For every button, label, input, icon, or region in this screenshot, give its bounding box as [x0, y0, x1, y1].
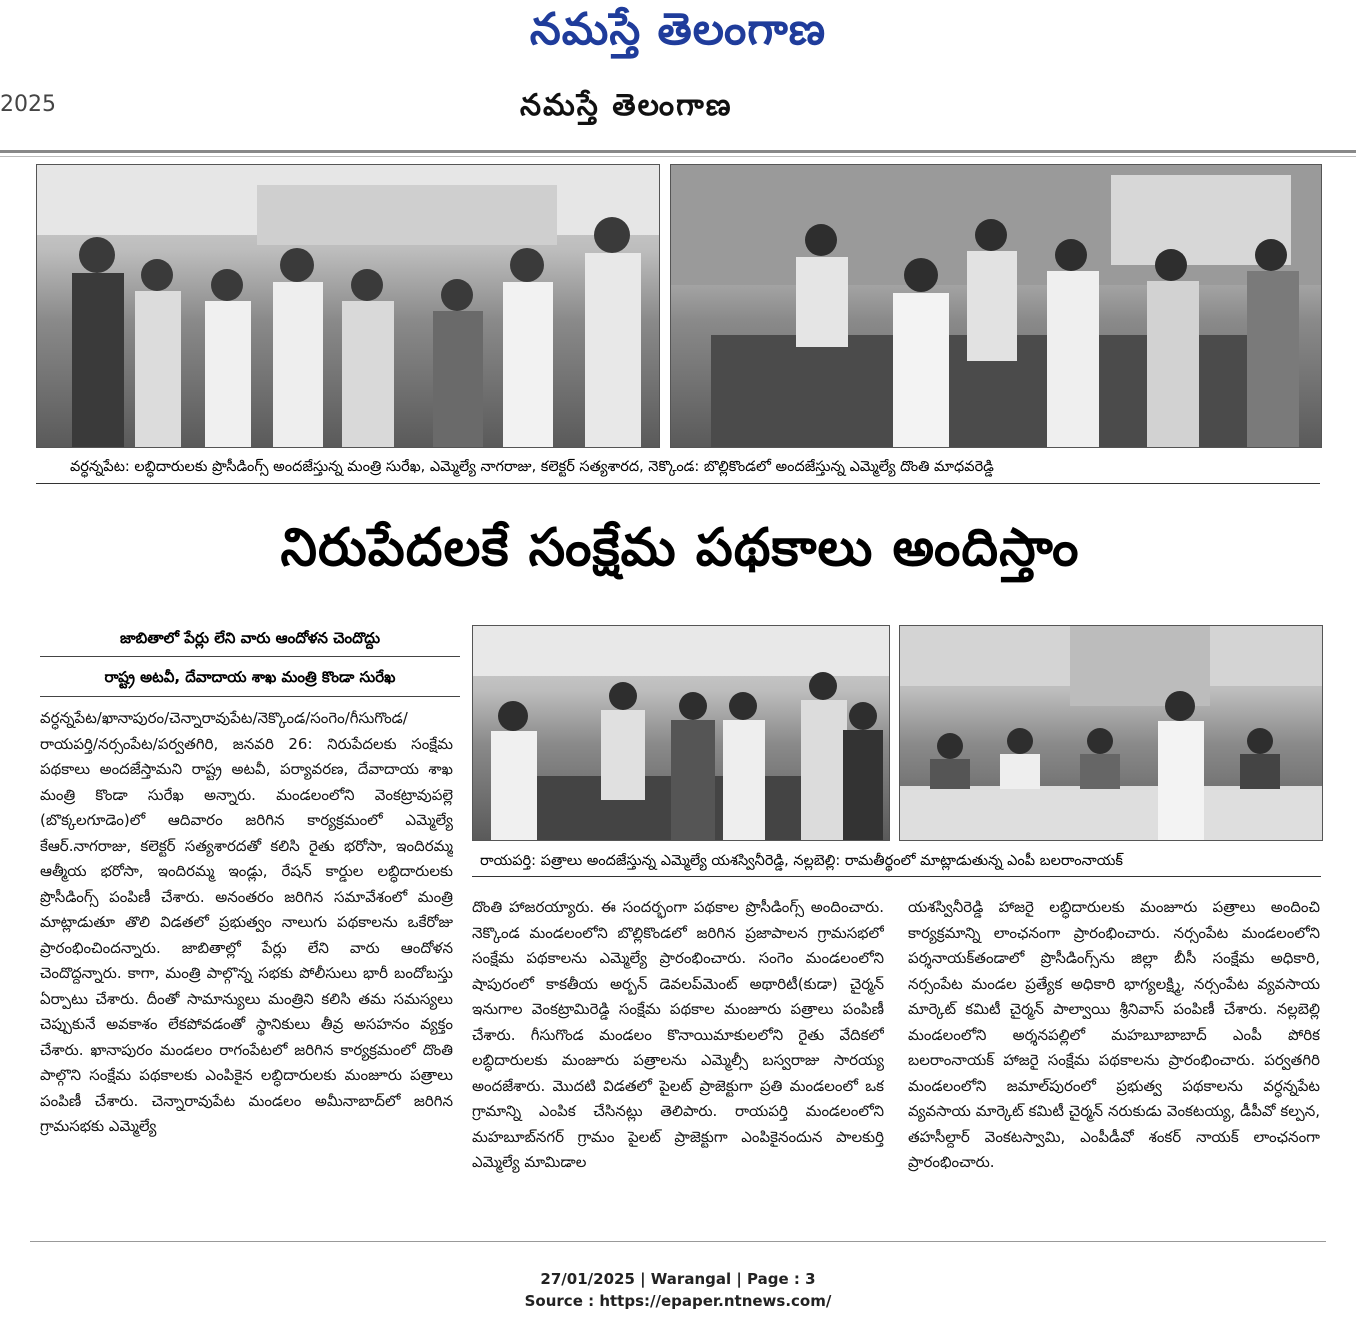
top-photo-caption: వర్ధన్నపేట: లబ్ధిదారులకు ప్రొసీడింగ్స్ అందజేస్తున్న మంత్రి సురేఖ, ఎమ్మెల్యే నాగరాజు, కలెక్టర్ సత్యశారద, నెక్కొండ: బొల్లికొండలో అందజేస్తున్న ఎమ్మెల్యే దొంతి మాధవరెడ్డి [70, 459, 994, 475]
article-column-2 [472, 895, 884, 1225]
photo-nallabelli [899, 625, 1323, 841]
deck-rule [40, 656, 460, 657]
subdeck-line-2: రాష్ట్ర అటవీ, దేవాదాయ శాఖ మంత్రి కొండా సురేఖ [104, 668, 396, 686]
middle-caption-rule [472, 876, 1321, 877]
newspaper-logo: నమస్తే తెలంగాణ [529, 4, 827, 55]
article-column-3-text: యశస్వినీరెడ్డి హాజరై లబ్ధిదారులకు మంజూరు పత్రాలు అందించి కార్యక్రమాన్ని లాంఛనంగా ప్రారంభించారు. నర్సంపేట మండలంలోని పర్శనాయక్‌తండాలో ప్రొసీడింగ్స్‌ను జిల్లా బీసీ సంక్షేమ అధికారి, నర్సంపేట మండల ప్రత్యేక అధికారి భాగ్యలక్ష్మి, నర్సంపేట వ్యవసాయ మార్కెట్ కమిటీ చైర్మన్ పాల్వాయి శ్రీనివాస్ పంపిణీ చేశారు. నల్లబెల్లి మండలంలోని అర్శనపల్లిలో మహబూబాబాద్ ఎంపీ పోరిక బలరాంనాయక్ హాజరై సంక్షేమ పథకాలను ప్రారంభించారు. పర్వతగిరి మండలంలోని జమాల్‌పురంలో ప్రభుత్వ పథకాలను వర్ధన్నపేట వ్యవసాయ మార్కెట్ కమిటీ చైర్మన్ నరుకుడు వెంకటయ్య, డీపీవో కల్పన, తహసీల్దార్ వెంకటస్వామి, ఎంపీడీవో శంకర్ నాయక్ లాంఛనంగా ప్రారంభించారు. [908, 898, 1320, 1171]
page-banner-logo: నమస్తే తెలంగాణ [520, 88, 733, 123]
article-column-1 [40, 706, 453, 1242]
article-column-3 [908, 895, 1320, 1225]
top-rule-thin [0, 156, 1356, 157]
caption-rule [36, 483, 1320, 484]
headline: నిరుపేదలకే సంక్షేమ పథకాలు అందిస్తాం [280, 518, 1080, 578]
masthead [0, 0, 1356, 60]
deck-rule-2 [40, 696, 460, 697]
photo-rayaparthi [472, 625, 890, 841]
date-fragment: 2025 [0, 92, 56, 117]
subdeck-line-1: జాబితాలో పేర్లు లేని వారు ఆందోళన చెందొద్దు [119, 629, 381, 647]
middle-photo-caption: రాయపర్తి: పత్రాలు అందజేస్తున్న ఎమ్మెల్యే యశస్వినీరెడ్డి, నల్లబెల్లి: రామతీర్థంలో మాట్లాడుతున్న ఎంపీ బలరాంనాయక్ [480, 853, 1123, 869]
photo-nekkonda [670, 164, 1322, 448]
article-column-1-text: వర్ధన్నపేట/ఖానాపురం/చెన్నారావుపేట/నెక్కొండ/సంగెం/గీసుగొండ/రాయపర్తి/నర్సంపేట/పర్వతగిరి, జనవరి 26: నిరుపేదలకు సంక్షేమ పథకాలు అందజేస్తామని రాష్ట్ర అటవీ, పర్యావరణ, దేవాదాయ శాఖ మంత్రి కొండా సురేఖ అన్నారు. మండలంలోని వెంకట్రావుపల్లె (బొక్కలగూడెం)లో ఆదివారం జరిగిన కార్యక్రమంలో ఎమ్మెల్యే కేఆర్.నాగరాజు, కలెక్టర్ సత్యశారదతో కలిసి రైతు భరోసా, ఇందిరమ్మ ఆత్మీయ భరోసా, ఇందిరమ్మ ఇండ్లు, రేషన్ కార్డుల లబ్ధిదారులకు ప్రొసీడింగ్స్ పంపిణీ చేశారు. అనంతరం జరిగిన సమావేశంలో మంత్రి మాట్లాడుతూ తొలి విడతలో ప్రభుత్వం నాలుగు పథకాలను ఒకేరోజు ప్రారంభించిందన్నారు. జాబితాల్లో పేర్లు లేని వారు ఆందోళన చెందొద్దన్నారు. కాగా, మంత్రి పాల్గొన్న సభకు పోలీసులు భారీ బందోబస్తు ఏర్పాటు చేశారు. దీంతో సామాన్యులు మంత్రిని కలిసి తమ సమస్యలు చెప్పుకునే అవకాశం లేకపోవడంతో స్థానికులు తీవ్ర అసహనం వ్యక్తం చేశారు. ఖానాపురం మండలం రాగంపేటలో జరిగిన కార్యక్రమంలో దొంతి పాల్గొని సంక్షేమ పథకాలకు ఎంపికైన లబ్ధిదారులకు మంజూరు పత్రాలు పంపిణీ చేశారు. చెన్నారావుపేట మండలం అమీనాబాద్‌లో జరిగిన గ్రామసభకు ఎమ్మెల్యే [40, 709, 453, 1135]
article-column-2-text: దొంతి హాజరయ్యారు. ఈ సందర్భంగా పథకాల ప్రొసీడింగ్స్ అందించారు. నెక్కొండ మండలంలోని బొల్లికొండలో జరిగిన ప్రజాపాలన గ్రామసభలో సంక్షేమ పథకాలను ఎమ్మెల్యే ప్రారంభించారు. సంగెం మండలంలోని షాపురంలో కాకతీయ అర్బన్ డెవలప్‌మెంట్ అథారిటీ(కుడా) చైర్మన్ ఇనుగాల వెంకట్రామిరెడ్డి సంక్షేమ పథకాల మంజూరు పత్రాలు పంపిణీ చేశారు. గీసుగొండ మండలం కొనాయిమాకులలోని రైతు వేదికలో లబ్ధిదారులకు మంజూరు పత్రాలను ఎమ్మెల్సీ బస్వరాజు సారయ్య అందజేశారు. మొదటి విడతలో పైలట్ ప్రాజెక్టుగా ప్రతి మండలంలో ఒక గ్రామాన్ని ఎంపిక చేసినట్లు తెలిపారు. రాయపర్తి మండలంలోని మహబూబ్‌నగర్ గ్రామం పైలట్ ప్రాజెక్టుగా ఎంపికైనందున పాలకుర్తి ఎమ్మెల్యే మామిడాల [472, 898, 884, 1171]
bottom-rule [30, 1241, 1326, 1242]
footer-source[interactable]: Source : https://epaper.ntnews.com/ [524, 1292, 832, 1310]
top-rule [0, 150, 1356, 153]
photo-vardhannapet [36, 164, 660, 448]
footer-date-edition: 27/01/2025 | Warangal | Page : 3 [540, 1270, 816, 1288]
